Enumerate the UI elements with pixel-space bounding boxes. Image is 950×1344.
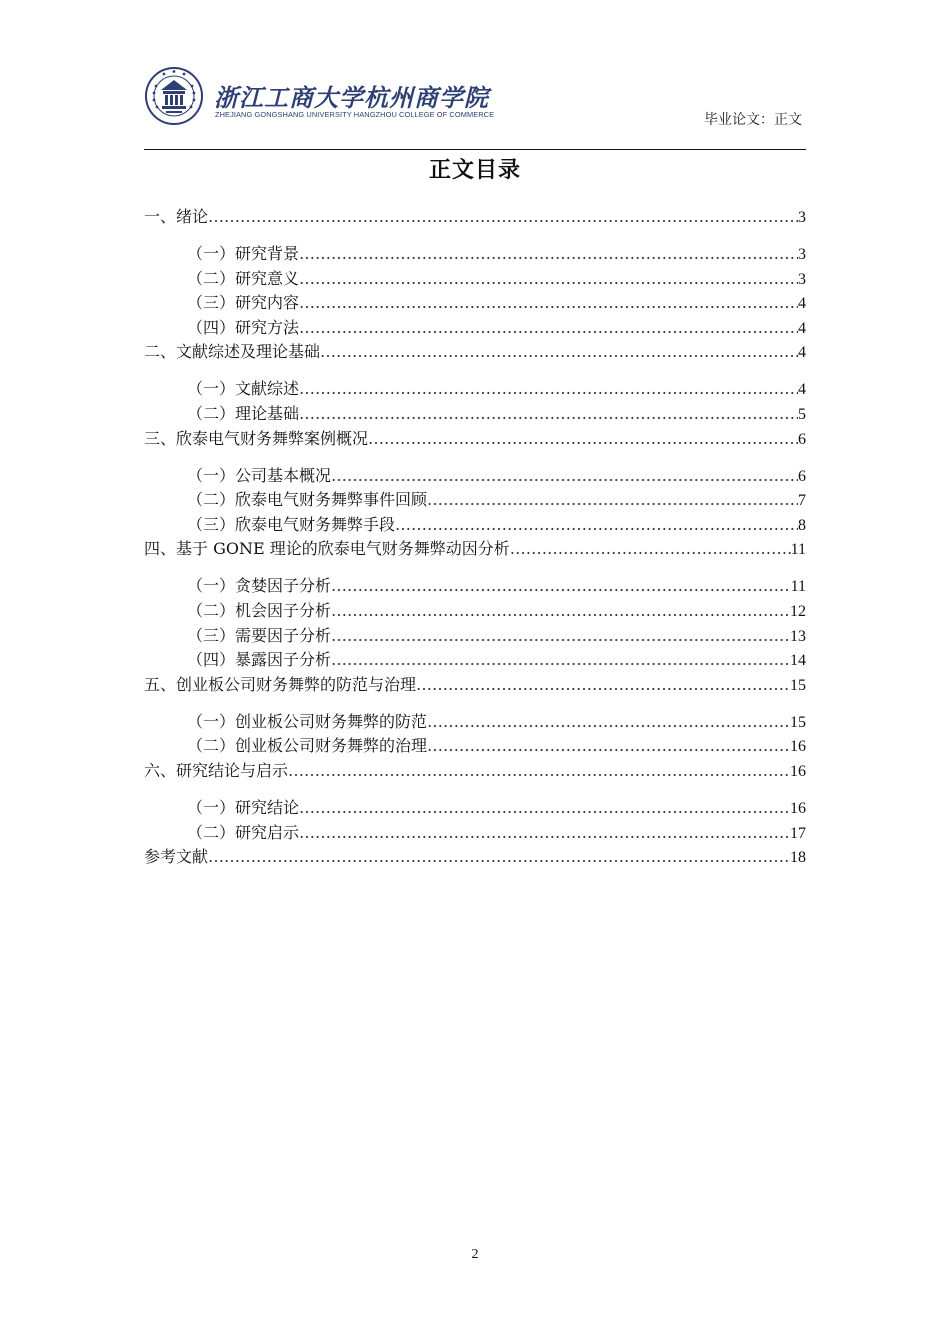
toc-entry-title: （一）研究结论	[187, 798, 300, 817]
toc-entry-page: 6	[798, 467, 806, 485]
toc-entry-page: 4	[798, 344, 806, 362]
toc-dot-leader	[288, 760, 790, 782]
toc-entry-title: 二、文献综述及理论基础	[144, 342, 321, 362]
toc-entry-page: 11	[790, 541, 806, 559]
page-title: 正文目录	[428, 158, 521, 183]
toc-dot-leader	[299, 378, 798, 400]
toc-dot-leader	[331, 600, 790, 622]
toc-entry-title: （二）欣泰电气财务舞弊事件回顾	[187, 490, 428, 510]
toc-dot-leader	[331, 649, 790, 671]
toc-entry-title: 三、欣泰电气财务舞弊案例概况	[144, 428, 369, 448]
toc-dot-leader	[510, 538, 791, 560]
toc-entry-page: 8	[798, 516, 806, 534]
toc-entry-page: 16	[790, 763, 806, 780]
toc-entry-page: 14	[790, 652, 806, 670]
toc-entry-page: 3	[798, 270, 806, 288]
toc-entry-page: 3	[798, 209, 806, 226]
toc-entry[interactable]	[144, 428, 806, 451]
toc-dot-leader	[331, 465, 798, 487]
toc-dot-leader	[427, 711, 790, 733]
toc-entry[interactable]	[187, 489, 806, 512]
toc-entry[interactable]	[187, 243, 806, 266]
toc-dot-leader	[331, 625, 790, 647]
toc-entry[interactable]	[144, 674, 806, 697]
toc-entry-title: （三）研究内容	[187, 293, 300, 313]
toc-entry-title: 六、研究结论与启示	[144, 761, 289, 780]
toc-entry-page: 16	[790, 738, 806, 756]
toc-entry[interactable]	[187, 292, 806, 315]
toc-dot-leader	[299, 268, 798, 290]
toc-dot-leader	[331, 575, 791, 597]
toc-entry-title: （二）创业板公司财务舞弊的治理	[187, 736, 428, 756]
toc-entry[interactable]	[187, 797, 806, 820]
toc-entry-title: （二）研究启示	[187, 822, 300, 842]
university-seal-icon	[144, 66, 204, 126]
toc-entry-page: 4	[798, 381, 806, 399]
toc-entry[interactable]	[144, 760, 806, 783]
toc-dot-leader	[299, 292, 798, 314]
toc-dot-leader	[416, 674, 790, 696]
toc-entry[interactable]	[187, 600, 806, 623]
toc-entry-page: 6	[798, 430, 806, 448]
toc-entry-title: （一）文献综述	[187, 379, 300, 399]
toc-entry-page: 16	[790, 800, 806, 817]
toc-entry[interactable]	[187, 822, 806, 845]
logo-title: 浙江工商大学杭州商学院	[214, 84, 489, 112]
toc-entry[interactable]	[187, 317, 806, 340]
toc-dot-leader	[427, 735, 790, 757]
header-section-label: 毕业论文：正文	[704, 112, 802, 128]
toc-entry-title: （三）需要因子分析	[187, 625, 332, 645]
toc-entry[interactable]	[144, 341, 806, 364]
university-logo	[144, 66, 495, 126]
page-number: 2	[471, 1247, 479, 1262]
toc-entry-page: 12	[790, 603, 806, 620]
toc-entry-title: （四）研究方法	[187, 317, 300, 337]
toc-entry-page: 15	[790, 713, 806, 731]
toc-entry-title: （一）研究背景	[187, 244, 300, 263]
toc-entry-title: （四）暴露因子分析	[187, 650, 332, 670]
toc-entry[interactable]	[187, 625, 806, 648]
toc-entry-page: 17	[790, 824, 806, 842]
toc-dot-leader	[320, 341, 798, 363]
toc-entry-title: 四、基于 GONE 理论的欣泰电气财务舞弊动因分析	[144, 539, 510, 559]
toc-entry-title: （一）贪婪因子分析	[187, 576, 332, 596]
toc-entry-page: 4	[798, 295, 806, 313]
toc-entry-page: 11	[790, 578, 806, 596]
toc-entry-title: （一）公司基本概况	[187, 465, 332, 485]
toc-entry-page: 18	[790, 849, 806, 867]
toc-dot-leader	[208, 846, 790, 868]
toc-entry[interactable]	[187, 575, 806, 598]
toc-entry[interactable]	[187, 711, 806, 734]
toc-entry-title: （一）创业板公司财务舞弊的防范	[187, 711, 428, 731]
toc-entry[interactable]	[187, 465, 806, 488]
toc-entry-title: （二）研究意义	[187, 268, 300, 288]
toc-entry-page: 7	[798, 492, 806, 510]
toc-dot-leader	[208, 206, 798, 228]
toc-dot-leader	[299, 317, 798, 339]
toc-entry[interactable]	[144, 846, 806, 869]
toc-entry-title: （二）理论基础	[187, 404, 300, 423]
toc-dot-leader	[299, 243, 798, 265]
toc-entry[interactable]	[144, 206, 806, 229]
toc-dot-leader	[299, 797, 790, 819]
toc-entry[interactable]	[187, 514, 806, 537]
toc-dot-leader	[368, 428, 798, 450]
toc-entry[interactable]	[144, 538, 806, 561]
toc-entry-page: 15	[790, 676, 806, 694]
toc-entry-title: 五、创业板公司财务舞弊的防范与治理	[144, 674, 417, 694]
toc-entry-title: （二）机会因子分析	[187, 601, 332, 620]
toc-entry[interactable]	[187, 735, 806, 758]
toc-dot-leader	[299, 403, 798, 425]
toc-entry[interactable]	[187, 649, 806, 672]
toc-entry[interactable]	[187, 403, 806, 426]
header-divider	[144, 149, 806, 150]
toc-dot-leader	[395, 514, 798, 536]
toc-entry[interactable]	[187, 268, 806, 291]
toc-entry-page: 4	[798, 319, 806, 337]
toc-dot-leader	[427, 489, 798, 511]
toc-entry-title: 参考文献	[144, 847, 209, 867]
toc-entry-page: 3	[798, 246, 806, 263]
toc-dot-leader	[299, 822, 790, 844]
toc-entry[interactable]	[187, 378, 806, 401]
logo-subtitle: ZHEJIANG GONGSHANG UNIVERSITY HANGZHOU COLLEGE OF COMMERCE	[215, 110, 495, 119]
toc-entry-page: 5	[798, 406, 806, 423]
toc-entry-page: 13	[790, 627, 806, 645]
toc-entry-title: （三）欣泰电气财务舞弊手段	[187, 514, 396, 534]
toc-entry-title: 一、绪论	[144, 207, 209, 226]
